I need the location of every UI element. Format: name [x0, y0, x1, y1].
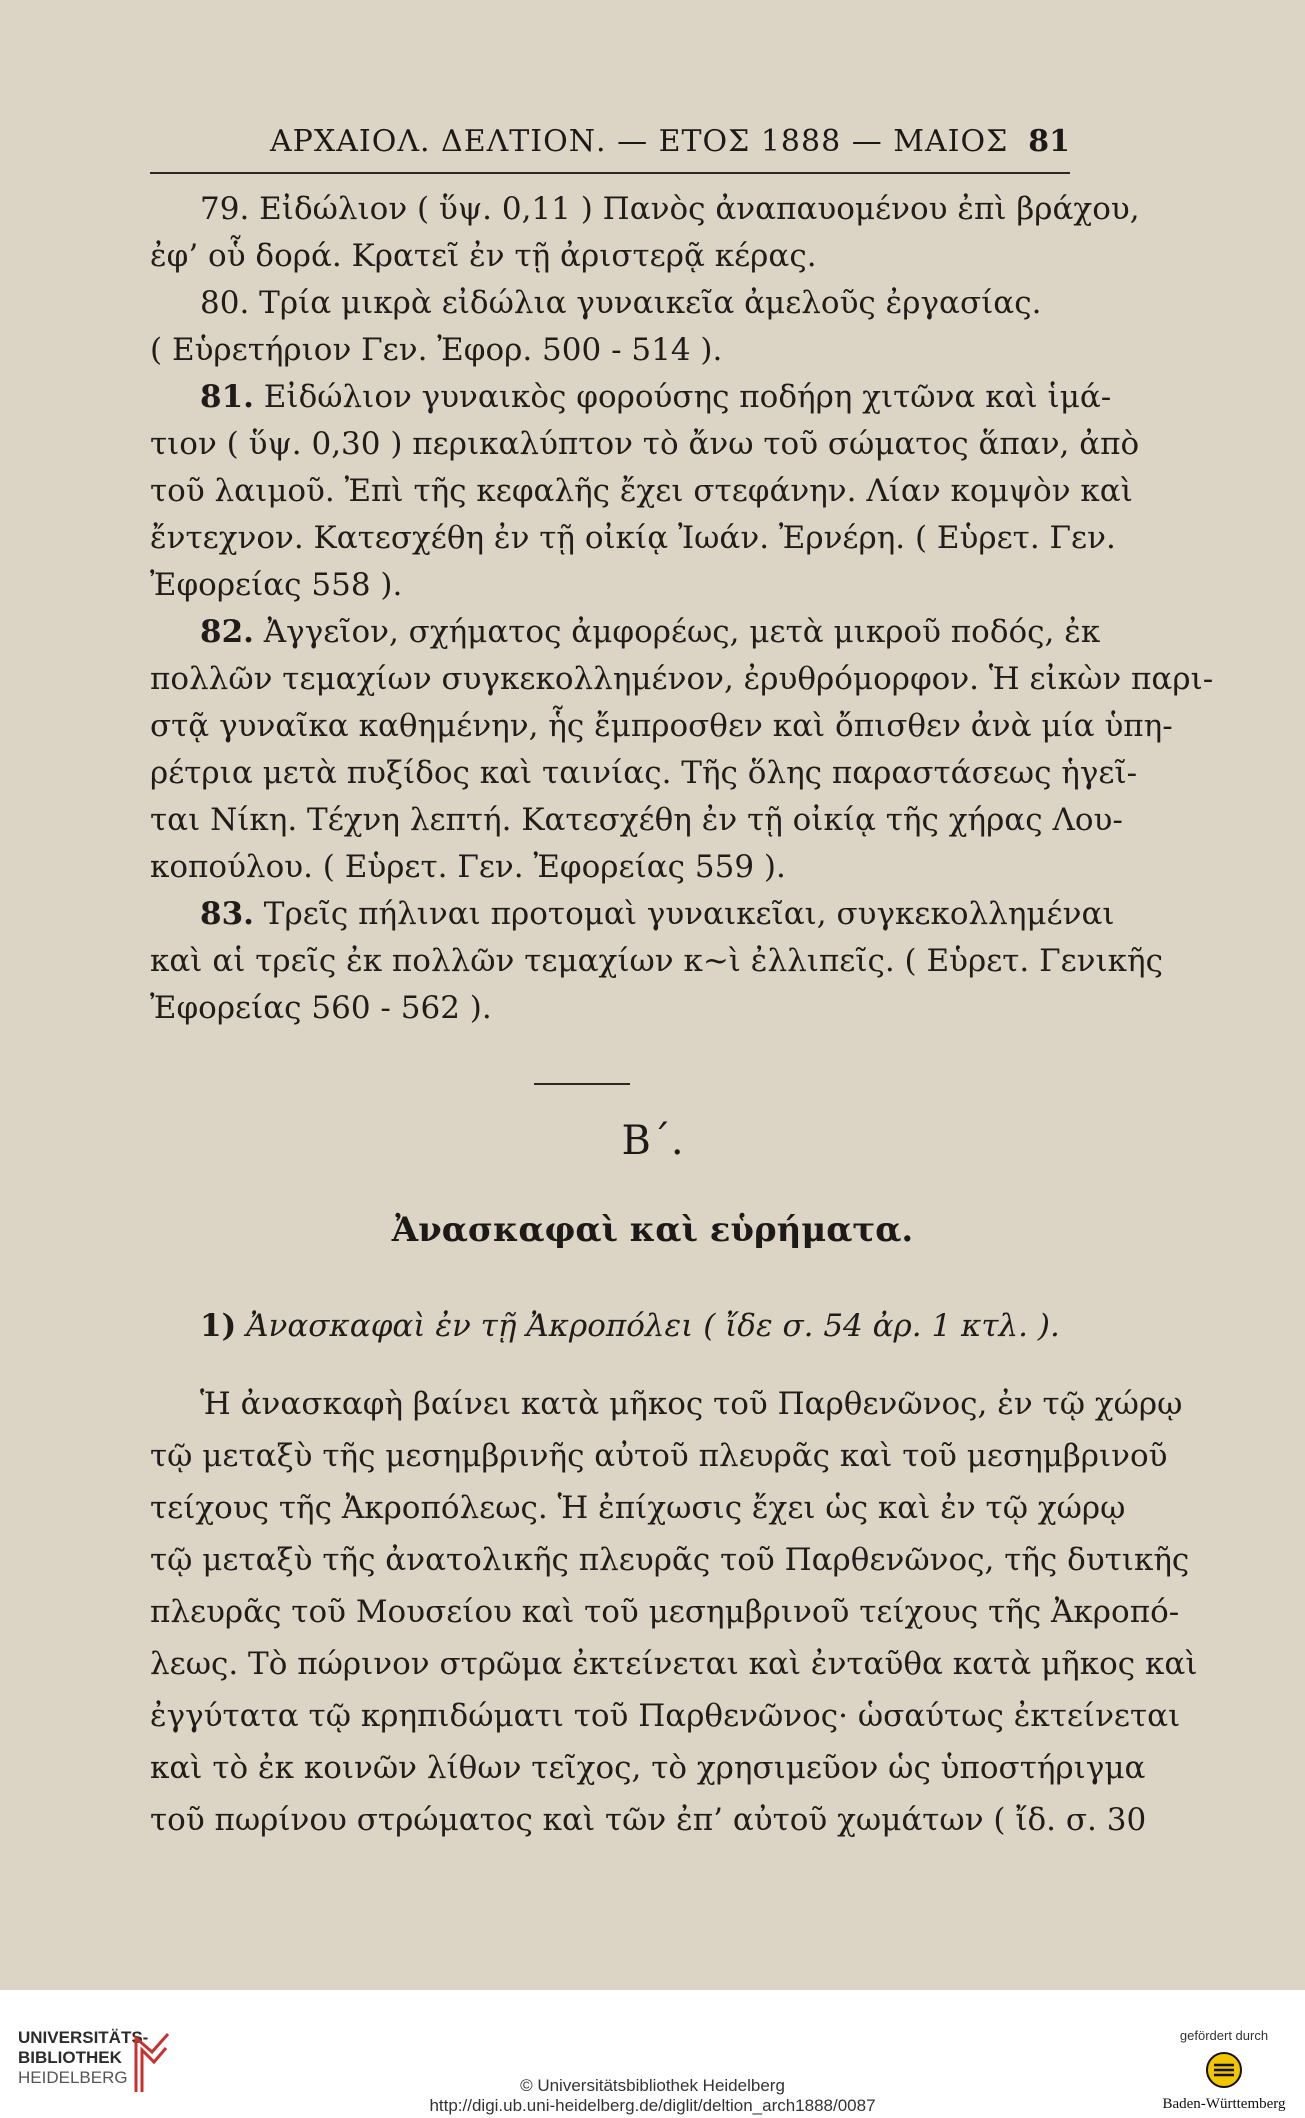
text-line: Εἰδώλιον γυναικὸς φορούσης ποδήρη χιτῶνα καὶ ἱμά-: [253, 379, 1112, 415]
text-line: τῷ μεταξὺ τῆς μεσημβρινῆς αὐτοῦ πλευρᾶς καὶ τοῦ μεσημβρινοῦ: [150, 1438, 1168, 1474]
entry-82-first-line: [150, 609, 1101, 656]
text-line: ( Εὑρετήριον Γεν. Ἐφορ. 500 - 514 ).: [150, 332, 723, 368]
section-title: Ἀνασκαφαὶ καὶ εὑρήματα.: [391, 1210, 914, 1250]
text-line: τῷ μεταξὺ τῆς ἀνατολικῆς πλευρᾶς τοῦ Παρθενῶνος, τῆς δυτικῆς: [150, 1542, 1190, 1578]
text-line: καὶ αἱ τρεῖς ἐκ πολλῶν τεμαχίων κ~ὶ ἐλλιπεῖς. ( Εὑρετ. Γενικῆς: [150, 943, 1163, 979]
funder-name: Baden-Württemberg: [1162, 2096, 1286, 2112]
text-line: στᾷ γυναῖκα καθημένην, ἧς ἔμπροσθεν καὶ ὄπισθεν ἀνὰ μία ὑπη-: [150, 708, 1173, 744]
text-line: Τρεῖς πήλιναι προτομαὶ γυναικεῖαι, συγκεκολλημέναι: [253, 896, 1115, 932]
page-number: 81: [1028, 124, 1070, 159]
text-line: λεως. Τὸ πώρινον στρῶμα ἐκτείνεται καὶ ἐνταῦθα κατὰ μῆκος καὶ: [150, 1646, 1198, 1682]
library-name-line: UNIVERSITÄTS-: [18, 2028, 149, 2047]
section-letter: Β΄.: [621, 1118, 684, 1164]
item-heading: [150, 1300, 1070, 1352]
item-number: 1): [200, 1308, 237, 1344]
coat-of-arms-icon: [1205, 2051, 1243, 2089]
permalink[interactable]: http://digi.ub.uni-heidelberg.de/diglit/deltion_arch1888/0087: [429, 2096, 876, 2115]
catalog-entries: [150, 186, 1214, 1032]
text-line: ται Νίκη. Τέχνη λεπτή. Κατεσχέθη ἐν τῇ οἰκίᾳ τῆς χήρας Λου-: [150, 802, 1123, 838]
entry-number: 81.: [200, 379, 254, 415]
excavation-report: [150, 1300, 1198, 1846]
running-title: ΑΡΧΑΙΟΛ. ΔΕΛΤΙΟΝ. — ΕΤΟΣ 1888 — ΜΑΙΟΣ: [270, 124, 1009, 159]
funded-by-label: gefördert durch: [1179, 2028, 1269, 2043]
text-line: τείχους τῆς Ἀκροπόλεως. Ἡ ἐπίχωσις ἔχει ὡς καὶ ἐν τῷ χώρῳ: [150, 1490, 1126, 1526]
text-line: 80. Τρία μικρὰ εἰδώλια γυναικεῖα ἀμελοῦς ἐργασίας.: [200, 285, 1042, 321]
text-line: τοῦ πωρίνου στρώματος καὶ τῶν ἐπ’ αὐτοῦ χωμάτων ( ἴδ. σ. 30: [150, 1802, 1147, 1838]
text-line: τιον ( ὕψ. 0,30 ) περικαλύπτον τὸ ἄνω τοῦ σώματος ἅπαν, ἀπὸ: [150, 426, 1140, 462]
text-line: Ἐφορείας 560 - 562 ).: [150, 990, 492, 1026]
header-rule: [150, 172, 1070, 174]
text-line: τοῦ λαιμοῦ. Ἐπὶ τῆς κεφαλῆς ἔχει στεφάνην. Λίαν κομψὸν καὶ: [150, 473, 1133, 509]
section-divider: [534, 1083, 630, 1085]
running-header: [150, 118, 1070, 168]
text-line: κοπούλου. ( Εὑρετ. Γεν. Ἐφορείας 559 ).: [150, 849, 786, 885]
text-line: ἐφ’ οὗ δορά. Κρατεῖ ἐν τῇ ἀριστερᾷ κέρας.: [150, 238, 817, 274]
item-heading-text: Ἀνασκαφαὶ ἐν τῇ Ἀκροπόλει ( ἴδε σ. 54 ἀρ. 1 κτλ. ).: [236, 1308, 1060, 1344]
text-line: καὶ τὸ ἐκ κοινῶν λίθων τεῖχος, τὸ χρησιμεῦον ὡς ὑποστήριγμα: [150, 1750, 1146, 1786]
text-line: πολλῶν τεμαχίων συγκεκολλημένον, ἐρυθρόμορφον. Ἡ εἰκὼν παρι-: [150, 661, 1214, 697]
entry-number: 82.: [200, 614, 254, 650]
copyright-notice: © Universitätsbibliothek Heidelberg: [520, 2076, 785, 2095]
library-name-line: BIBLIOTHEK: [18, 2048, 122, 2067]
text-line: Ἐφορείας 558 ).: [150, 567, 403, 603]
text-line: 79. Εἰδώλιον ( ὕψ. 0,11 ) Πανὸς ἀναπαυομένου ἐπὶ βράχου,: [200, 191, 1140, 227]
text-line: Ἡ ἀνασκαφὴ βαίνει κατὰ μῆκος τοῦ Παρθενῶνος, ἐν τῷ χώρῳ: [200, 1386, 1183, 1422]
library-name-line: HEIDELBERG: [18, 2068, 128, 2087]
text-line: ἐγγύτατα τῷ κρηπιδώματι τοῦ Παρθενῶνος· ὡσαύτως ἐκτείνεται: [150, 1698, 1181, 1734]
text-line: πλευρᾶς τοῦ Μουσείου καὶ τοῦ μεσημβρινοῦ τείχους τῆς Ἀκροπό-: [150, 1594, 1180, 1630]
digitization-footer: [0, 1990, 1305, 2118]
text-line: ρέτρια μετὰ πυξίδος καὶ ταινίας. Τῆς ὅλης παραστάσεως ἡγεῖ-: [150, 755, 1138, 791]
funder-logo[interactable]: [1159, 2028, 1289, 2114]
text-line: ἔντεχνον. Κατεσχέθη ἐν τῇ οἰκίᾳ Ἰωάν. Ἐρνέρη. ( Εὑρετ. Γεν.: [150, 520, 1116, 556]
text-line: Ἀγγεῖον, σχήματος ἀμφορέως, μετὰ μικροῦ ποδός, ἐκ: [253, 614, 1101, 650]
entry-number: 83.: [200, 896, 254, 932]
entry-81-first-line: [150, 374, 1112, 421]
entry-83-first-line: [150, 891, 1115, 938]
